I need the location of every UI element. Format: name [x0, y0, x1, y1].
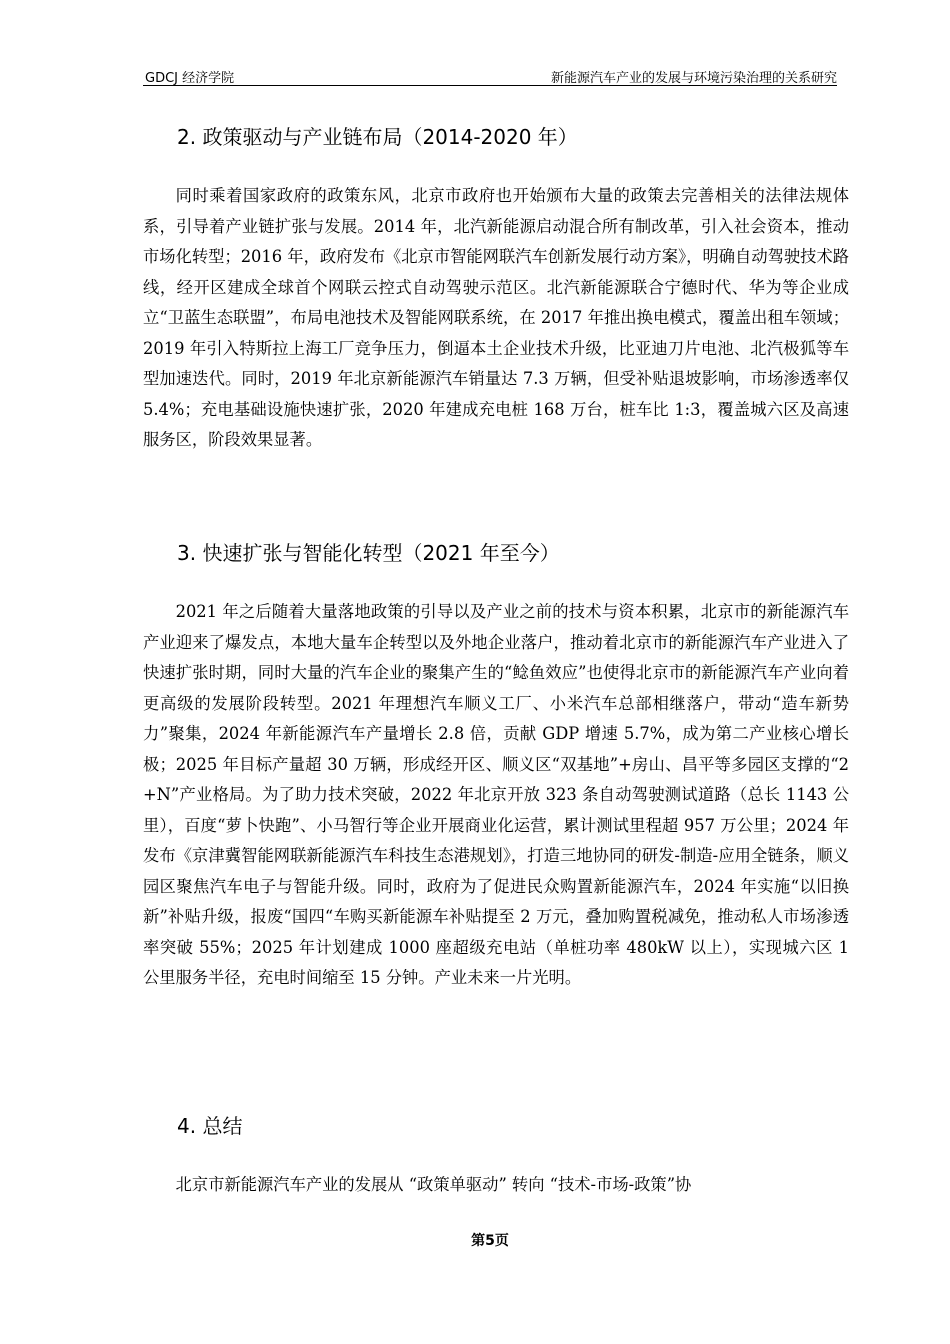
header-title: 新能源汽车产业的发展与环境污染治理的关系研究 [550, 71, 837, 86]
page-number: 第5页 [471, 1233, 509, 1249]
section-heading-3: 3. 快速扩张与智能化转型（2021 年至今） [177, 541, 560, 565]
section-heading-4: 4. 总结 [177, 1114, 243, 1138]
header-institution: GDCJ 经济学院 [145, 71, 235, 86]
section-paragraph-2: 同时乘着国家政府的政策东风，北京市政府也开始颁布大量的政策去完善相关的法律法规体系，引导着产业链扩张与发展。2014 年，北汽新能源启动混合所有制改革，引入社会资本，推动市场化转型；2016 年，政府发布《北京市智能网联汽车创新发展行动方案》，明确自动驾驶技术路线，经开区建成全球首个网联云控式自动驾驶示范区。北汽新能源联合宁德时代、华为等企业成立“卫蓝生态联盟”，布局电池技术及智能网联系统，在 2017 年推出换电模式，覆盖出租车领域；2019 年引入特斯拉上海工厂竞争压力，倒逼本土企业技术升级，比亚迪刀片电池、北汽极狐等车型加速迭代。同时，2019 年北京新能源汽车销量达 7.3 万辆，但受补贴退坡影响，市场渗透率仅 5.4%；充电基础设施快速扩张，2020 年建成充电桩 168 万台，桩车比 1:3，覆盖城六区及高速服务区，阶段效果显著。 [143, 186, 850, 449]
header-divider [143, 85, 837, 86]
section-paragraph-4: 北京市新能源汽车产业的发展从 “政策单驱动” 转向 “技术-市场-政策”协 [175, 1175, 692, 1194]
section-heading-2: 2. 政策驱动与产业链布局（2014-2020 年） [177, 125, 578, 149]
section-paragraph-3: 2021 年之后随着大量落地政策的引导以及产业之前的技术与资本积累，北京市的新能源汽车产业迎来了爆发点，本地大量车企转型以及外地企业落户，推动着北京市的新能源汽车产业进入了快速扩张时期，同时大量的汽车企业的聚集产生的“鲶鱼效应”也使得北京市的新能源汽车产业向着更高级的发展阶段转型。2021 年理想汽车顺义工厂、小米汽车总部相继落户，带动“造车新势力”聚集，2024 年新能源汽车产量增长 2.8 倍，贡献 GDP 增速 5.7%，成为第二产业核心增长极；2025 年目标产量超 30 万辆，形成经开区、顺义区“双基地”+房山、昌平等多园区支撑的“2+N”产业格局。为了助力技术突破，2022 年北京开放 323 条自动驾驶测试道路（总长 1143 公里），百度“萝卜快跑”、小马智行等企业开展商业化运营，累计测试里程超 957 万公里；2024 年发布《京津冀智能网联新能源汽车科技生态港规划》，打造三地协同的研发-制造-应用全链条，顺义园区聚焦汽车电子与智能升级。同时，政府为了促进民众购置新能源汽车，2024 年实施“以旧换新”补贴升级，报废“国四“车购买新能源车补贴提至 2 万元，叠加购置税减免，推动私人市场渗透率突破 55%；2025 年计划建成 1000 座超级充电站（单桩功率 480kW 以上），实现城六区 1 公里服务半径，充电时间缩至 15 分钟。产业未来一片光明。 [143, 602, 849, 987]
